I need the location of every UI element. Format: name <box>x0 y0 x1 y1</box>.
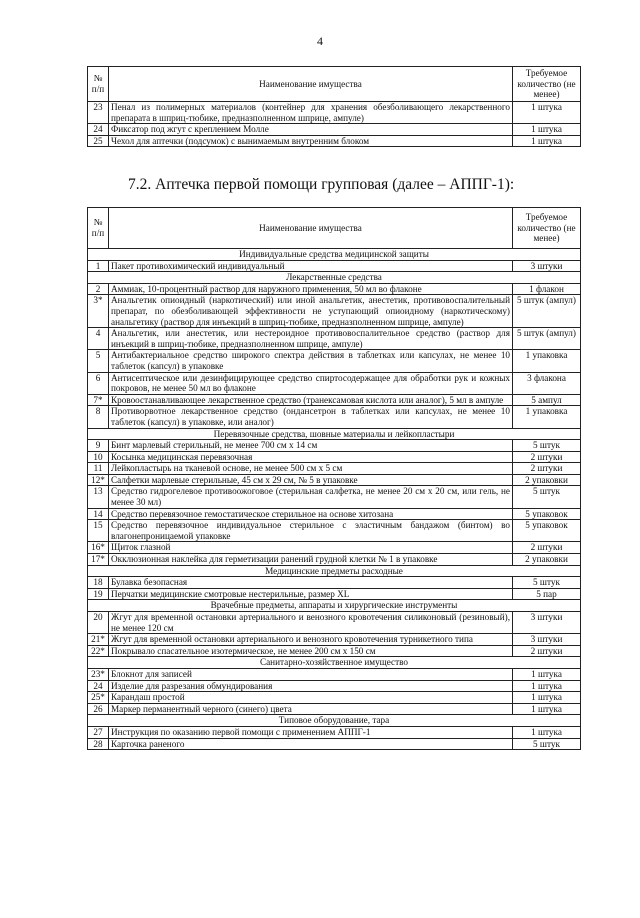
item-name: Антибактериальное средство широкого спектра действия в таблетках или капсулах, не менее 10 таблеток (капсул) в упаковке <box>109 350 513 372</box>
item-quantity: 1 штука <box>513 703 581 715</box>
row-number: 13 <box>88 486 109 508</box>
section-heading: Медицинские предметы расходные <box>88 565 581 577</box>
item-name: Чехол для аптечки (подсумок) с вынимаемым внутренним блоком <box>109 135 513 147</box>
row-number: 16* <box>88 542 109 554</box>
item-name: Косынка медицинская перевязочная <box>109 451 513 463</box>
section-heading: Индивидуальные средства медицинской защиты <box>88 249 581 261</box>
row-number: 18 <box>88 577 109 589</box>
table-row <box>88 260 581 272</box>
row-number: 26 <box>88 703 109 715</box>
item-name: Покрывало спасательное изотермическое, не менее 200 см x 150 см <box>109 645 513 657</box>
item-name: Кровоостанавливающее лекарственное средство (транексамовая кислота или аналог), 5 мл в ампуле <box>109 394 513 406</box>
row-number: 25 <box>88 135 109 147</box>
row-number: 4 <box>88 328 109 350</box>
item-quantity: 5 пар <box>513 588 581 600</box>
item-name: Противорвотное лекарственное средство (ондансетрон в таблетках или капсулах, не менее 10 таблеток (капсул) в упаковке, или аналог) <box>109 406 513 428</box>
row-number: 23* <box>88 668 109 680</box>
item-name: Щиток глазной <box>109 542 513 554</box>
item-quantity: 1 упаковка <box>513 406 581 428</box>
row-number: 3* <box>88 295 109 328</box>
table-row <box>88 554 581 566</box>
item-quantity: 2 штуки <box>513 645 581 657</box>
row-number: 20 <box>88 612 109 634</box>
item-name: Жгут для временной остановки артериального и венозного кровотечения турникетного типа <box>109 634 513 646</box>
item-quantity: 3 штуки <box>513 612 581 634</box>
section-heading: Санитарно-хозяйственное имущество <box>88 657 581 669</box>
item-name: Булавка безопасная <box>109 577 513 589</box>
item-quantity: 2 штуки <box>513 451 581 463</box>
row-number: 19 <box>88 588 109 600</box>
section-row <box>88 428 581 440</box>
section-row <box>88 272 581 284</box>
item-quantity: 1 штука <box>513 668 581 680</box>
table-row <box>88 283 581 295</box>
table-row <box>88 124 581 136</box>
row-number: 9 <box>88 440 109 452</box>
item-quantity: 5 штук (ампул) <box>513 295 581 328</box>
table-row <box>88 612 581 634</box>
item-quantity: 1 штука <box>513 726 581 738</box>
item-quantity: 1 штука <box>513 692 581 704</box>
row-number: 28 <box>88 738 109 750</box>
header-name: Наименование имущества <box>109 208 513 249</box>
section-row <box>88 715 581 727</box>
section-heading: Перевязочные средства, шовные материалы и лейкопластыри <box>88 428 581 440</box>
table-row <box>88 474 581 486</box>
row-number: 5 <box>88 350 109 372</box>
row-number: 22* <box>88 645 109 657</box>
section-heading: Типовое оборудование, тара <box>88 715 581 727</box>
table-row <box>88 645 581 657</box>
item-quantity: 5 штук (ампул) <box>513 328 581 350</box>
item-quantity: 5 упаковок <box>513 520 581 542</box>
item-quantity: 1 упаковка <box>513 350 581 372</box>
item-name: Карандаш простой <box>109 692 513 704</box>
item-name: Средство гидрогелевое противоожоговое (стерильная салфетка, не менее 20 см x 20 см, или гель, не менее 30 мл) <box>109 486 513 508</box>
table-row <box>88 135 581 147</box>
item-name: Пакет противохимический индивидуальный <box>109 260 513 272</box>
row-number: 6 <box>88 372 109 394</box>
item-quantity: 3 флакона <box>513 372 581 394</box>
item-name: Анальгетик опиоидный (наркотический) или иной анальгетик, анестетик, противовоспалительный препарат, по обезболивающей эффективности не уступающий опиоидному (наркотическому) анальгетику (раствор для инъекций в шприц-тюбике, предназполненном шприце, ампуле) <box>109 295 513 328</box>
row-number: 14 <box>88 508 109 520</box>
table-row <box>88 508 581 520</box>
item-quantity: 5 упаковок <box>513 508 581 520</box>
row-number: 8 <box>88 406 109 428</box>
row-number: 24 <box>88 680 109 692</box>
item-name: Блокнот для записей <box>109 668 513 680</box>
table-row <box>88 394 581 406</box>
section-row <box>88 249 581 261</box>
table-header-row <box>88 67 581 102</box>
item-quantity: 2 штуки <box>513 542 581 554</box>
item-quantity: 3 штуки <box>513 634 581 646</box>
header-num: № п/п <box>88 208 109 249</box>
table-row <box>88 451 581 463</box>
item-quantity: 5 штук <box>513 486 581 508</box>
row-number: 27 <box>88 726 109 738</box>
row-number: 10 <box>88 451 109 463</box>
item-quantity: 1 штука <box>513 680 581 692</box>
items-table-appg1 <box>87 207 581 750</box>
table-row <box>88 680 581 692</box>
table-row <box>88 440 581 452</box>
item-quantity: 1 штука <box>513 124 581 136</box>
table-row <box>88 102 581 124</box>
section-row <box>88 600 581 612</box>
table-row <box>88 542 581 554</box>
table-row <box>88 372 581 394</box>
item-name: Маркер перманентный черного (синего) цвета <box>109 703 513 715</box>
item-name: Салфетки марлевые стерильные, 45 см x 29 см, № 5 в упаковке <box>109 474 513 486</box>
table-row <box>88 738 581 750</box>
item-name: Инструкция по оказанию первой помощи с применением АППГ-1 <box>109 726 513 738</box>
item-quantity: 1 штука <box>513 102 581 124</box>
item-name: Анальгетик, или анестетик, или нестероидное противовоспалительное средство (раствор для инъекций в шприц-тюбике, предназполненном шприце, ампуле) <box>109 328 513 350</box>
table-header-row <box>88 208 581 249</box>
header-qty: Требуемое количество (не менее) <box>513 67 581 102</box>
item-name: Перчатки медицинские смотровые нестерильные, размер XL <box>109 588 513 600</box>
item-name: Средство перевязочное индивидуальное стерильное с эластичным бандажом (бинтом) во влагонепроницаемой упаковке <box>109 520 513 542</box>
item-quantity: 5 ампул <box>513 394 581 406</box>
table-row <box>88 463 581 475</box>
item-name: Фиксатор под жгут с креплением Молле <box>109 124 513 136</box>
row-number: 15 <box>88 520 109 542</box>
section-heading: Лекарственные средства <box>88 272 581 284</box>
item-quantity: 3 штуки <box>513 260 581 272</box>
items-table-continued <box>87 66 581 147</box>
item-quantity: 2 упаковки <box>513 554 581 566</box>
row-number: 2 <box>88 283 109 295</box>
section-title: 7.2. Аптечка первой помощи групповая (далее – АППГ-1): <box>128 176 515 193</box>
table-row <box>88 520 581 542</box>
table-row <box>88 668 581 680</box>
row-number: 21* <box>88 634 109 646</box>
section-heading: Врачебные предметы, аппараты и хирургические инструменты <box>88 600 581 612</box>
item-quantity: 2 штуки <box>513 463 581 475</box>
row-number: 11 <box>88 463 109 475</box>
item-quantity: 5 штук <box>513 738 581 750</box>
item-quantity: 1 штука <box>513 135 581 147</box>
table-row <box>88 350 581 372</box>
table-row <box>88 588 581 600</box>
row-number: 1 <box>88 260 109 272</box>
item-name: Лейкопластырь на тканевой основе, не менее 500 см x 5 см <box>109 463 513 475</box>
item-name: Окклюзионная наклейка для герметизации ранений грудной клетки № 1 в упаковке <box>109 554 513 566</box>
item-name: Пенал из полимерных материалов (контейнер для хранения обезболивающего лекарственного препарата в шприц-тюбике, предназполненном шприце, ампуле) <box>109 102 513 124</box>
row-number: 7* <box>88 394 109 406</box>
header-qty: Требуемое количество (не менее) <box>513 208 581 249</box>
section-row <box>88 565 581 577</box>
page-number: 4 <box>317 34 323 48</box>
header-name: Наименование имущества <box>109 67 513 102</box>
section-row <box>88 657 581 669</box>
row-number: 24 <box>88 124 109 136</box>
item-name: Средство перевязочное гемостатическое стерильное на основе хитозана <box>109 508 513 520</box>
header-num: № п/п <box>88 67 109 102</box>
item-name: Изделие для разрезания обмундирования <box>109 680 513 692</box>
row-number: 25* <box>88 692 109 704</box>
item-quantity: 2 упаковки <box>513 474 581 486</box>
row-number: 23 <box>88 102 109 124</box>
table-row <box>88 328 581 350</box>
row-number: 17* <box>88 554 109 566</box>
item-name: Бинт марлевый стерильный, не менее 700 см x 14 см <box>109 440 513 452</box>
item-quantity: 5 штук <box>513 577 581 589</box>
item-name: Аммиак, 10-процентный раствор для наружного применения, 50 мл во флаконе <box>109 283 513 295</box>
table-row <box>88 634 581 646</box>
table-row <box>88 703 581 715</box>
table-row <box>88 726 581 738</box>
table-row <box>88 295 581 328</box>
item-name: Антисептическое или дезинфицирующее средство спиртосодержащее для обработки рук и кожных покровов, не менее 50 мл во флаконе <box>109 372 513 394</box>
item-quantity: 5 штук <box>513 440 581 452</box>
item-quantity: 1 флакон <box>513 283 581 295</box>
table-row <box>88 486 581 508</box>
row-number: 12* <box>88 474 109 486</box>
item-name: Жгут для временной остановки артериального и венозного кровотечения силиконовый (резиновый), не менее 120 см <box>109 612 513 634</box>
item-name: Карточка раненого <box>109 738 513 750</box>
table-row <box>88 692 581 704</box>
table-row <box>88 406 581 428</box>
table-row <box>88 577 581 589</box>
